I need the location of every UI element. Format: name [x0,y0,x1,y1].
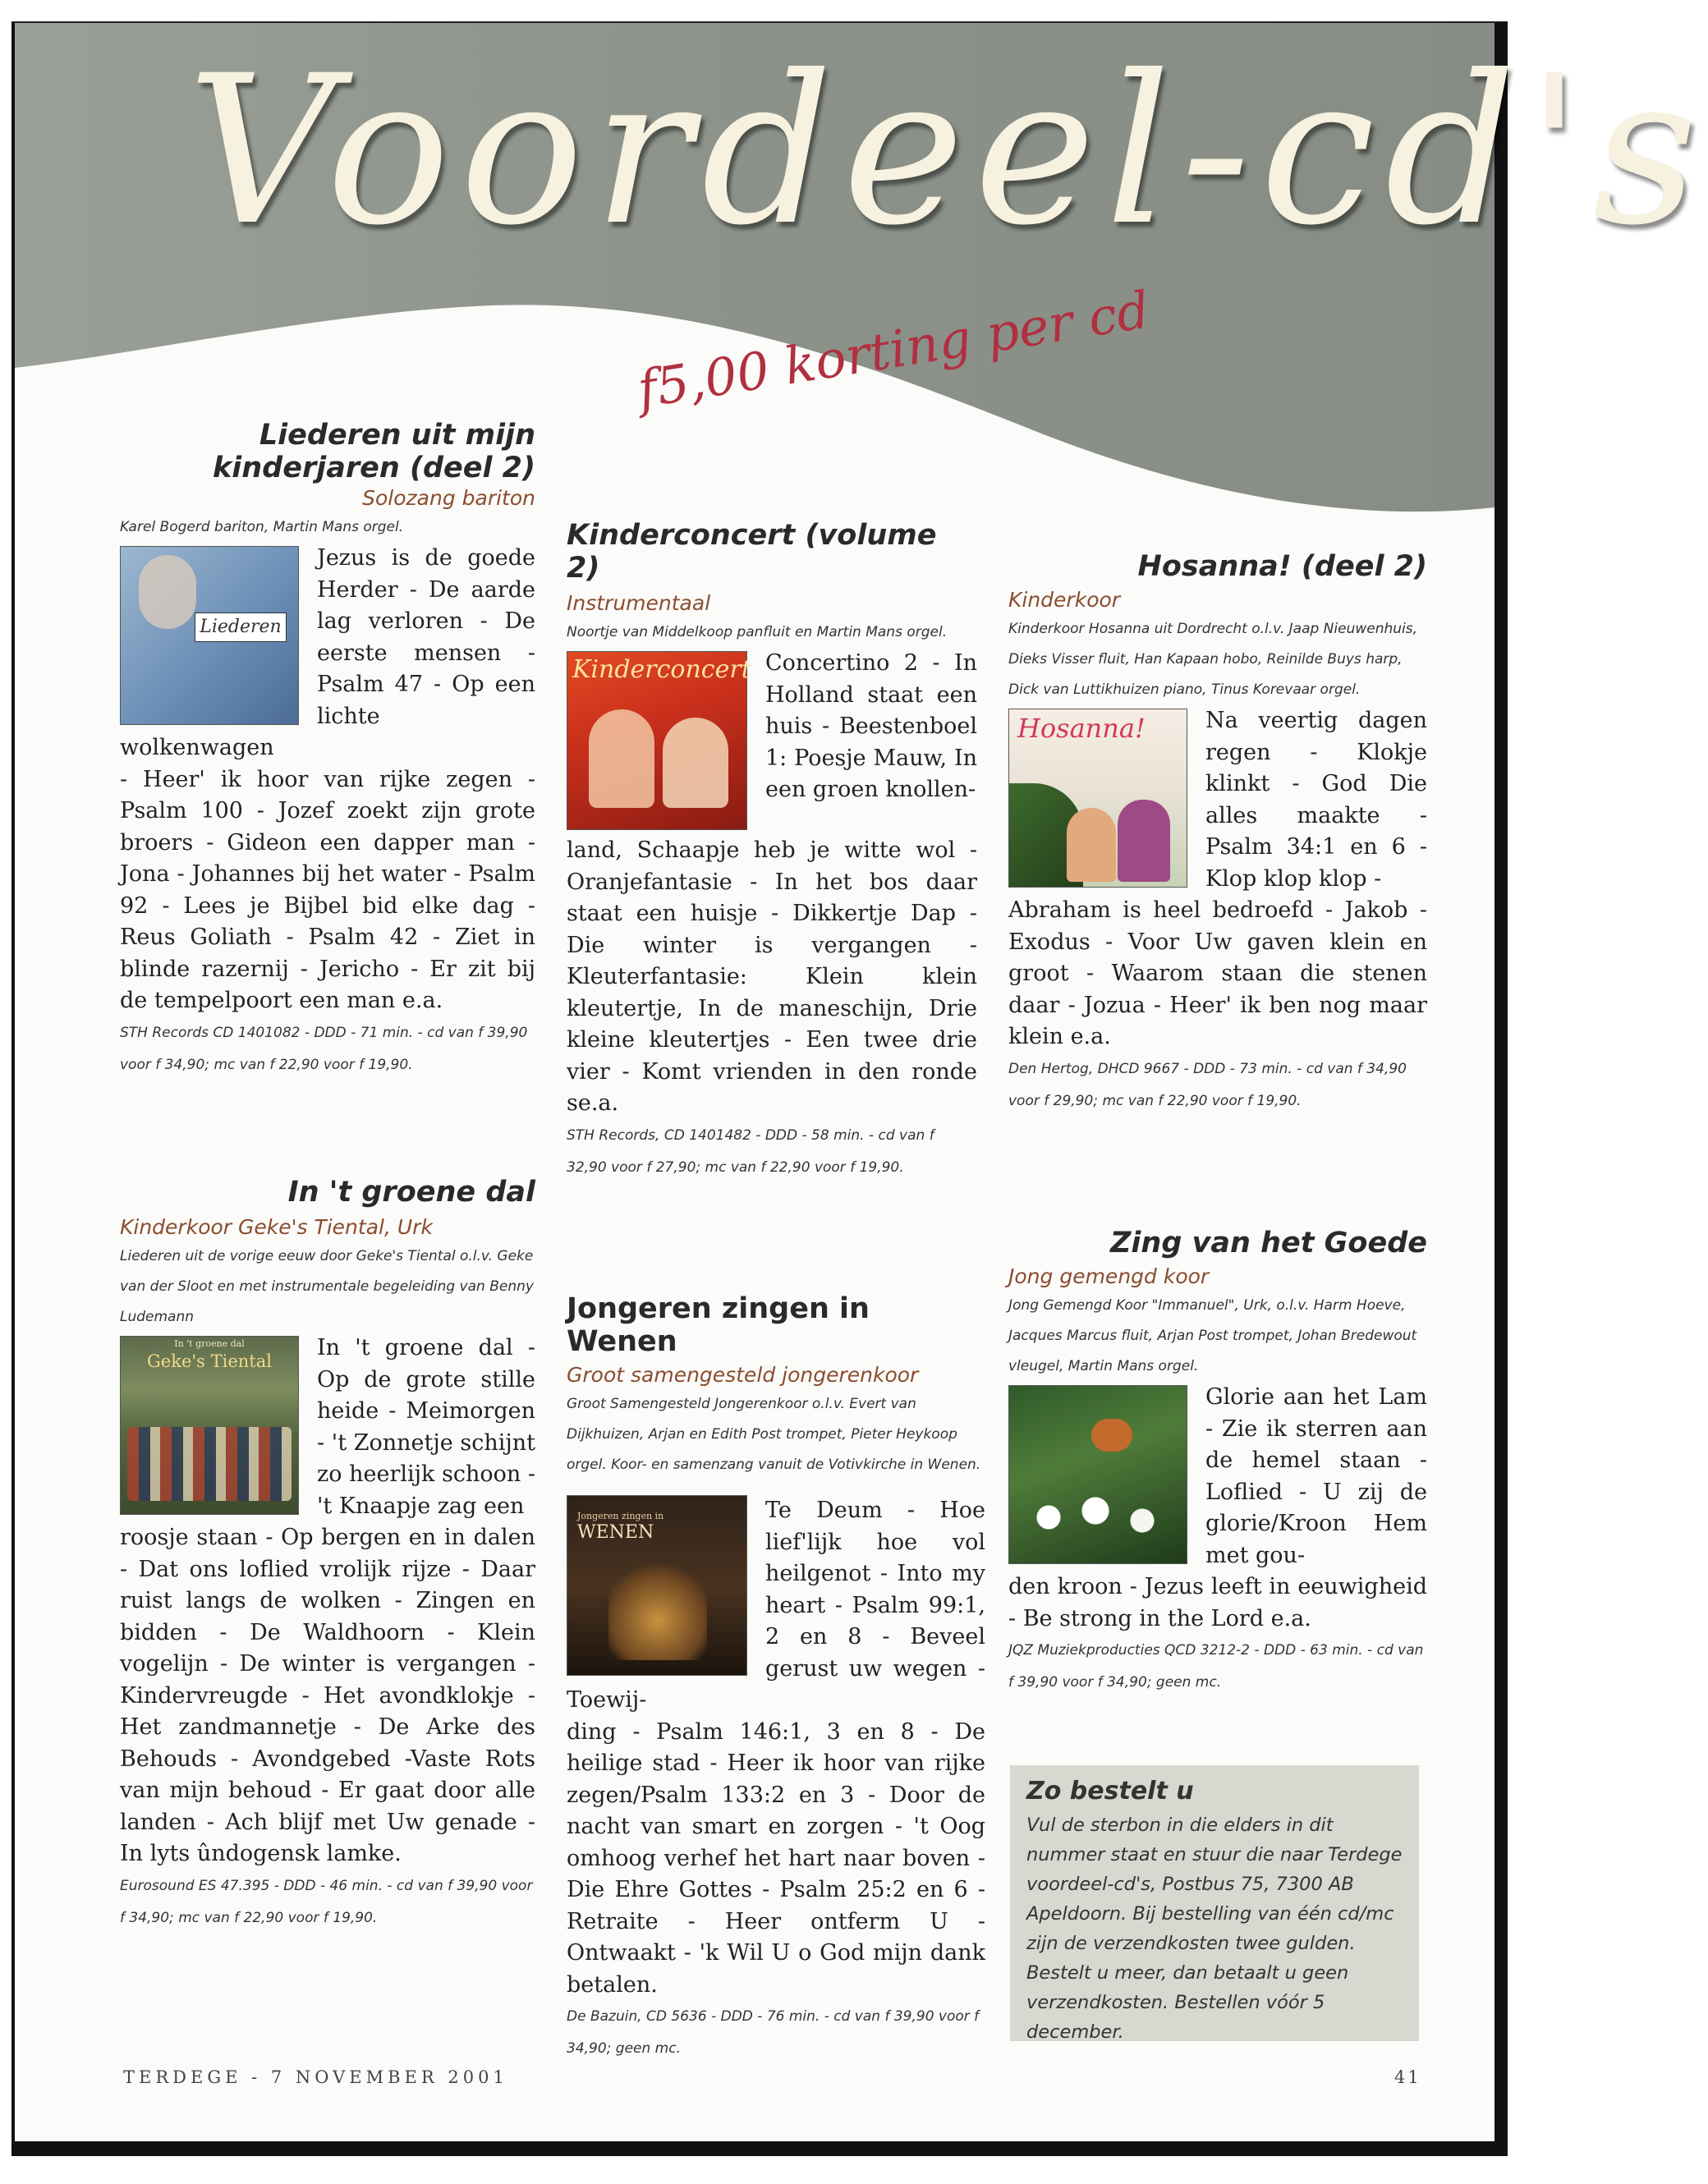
article-title: Hosanna! (deel 2) [1137,550,1427,583]
article-liederen [120,419,535,1081]
cover-top-text: Jongeren zingen in [577,1511,664,1521]
tracklist: Abraham is heel bedroefd - Jakob - Exodus - Voor Uw gaven klein en groot - Waarom staan die stenen daar - Jozua - Heer' ik ben nog maar klein e.a. [1008,897,1427,1049]
article-credits: Liederen uit de vorige eeuw door Geke's Tiental o.l.v. Geke van der Sloot en met instrumentale begeleiding van Benny Ludemann [120,1248,534,1325]
cover-bird [1091,1419,1132,1452]
footer-publication: TERDEGE - 7 NOVEMBER 2001 [123,2067,508,2087]
article-subtitle: Solozang bariton [362,486,535,510]
article-title-line1: Liederen uit mijn [259,419,535,452]
article-title: In 't groene dal [287,1176,535,1209]
article-kinderconcert [567,519,977,1184]
cover-flowers [1017,1484,1173,1550]
tracklist-wrap: Na veertig dagen regen - Klokje klinkt - God Die alles maakte - Psalm 34:1 en 6 - Klop klop klop - [1205,708,1427,892]
article-title: Zing van het Goede [1110,1227,1427,1259]
cover-title: Kinderconcert [572,655,751,684]
tracklist-wrap: Jezus is de goede Herder - De aarde lag verloren - De eerste mensen - Psalm 47 - Op een lichte wolkenwagen [120,545,535,760]
release-details: JQZ Muziekproducties QCD 3212-2 - DDD - 63 min. - cd van f 39,90 voor f 34,90; geen mc. [1008,1642,1424,1691]
release-details: Den Hertog, DHCD 9667 - DDD - 73 min. - cd van f 34,90 voor f 29,90; mc van f 22,90 voor f 19,90. [1008,1060,1407,1109]
article-goede [1008,1227,1427,1699]
article-title-line2: kinderjaren (deel 2) [212,452,535,484]
album-cover-liederen [120,546,299,725]
article-subtitle: Jong gemengd koor [1008,1264,1210,1288]
album-cover-groene-dal [120,1336,299,1515]
tracklist-wrap: Glorie aan het Lam - Zie ik sterren aan de hemel staan - Loflied - U zij de glorie/Kroon Hem met gou- [1205,1384,1427,1568]
article-subtitle: Groot samengesteld jongerenkoor [567,1363,919,1387]
cover-title: Liederen [195,613,287,642]
order-info-box [1010,1765,1419,2041]
tracklist: roosje staan - Op bergen en in dalen - Dat ons loflied vrolijk rijze - Daar ruist langs de wolken - Zingen en bidden - De Waldhoorn - Klein vogelijn - De winter is vergangen - Kindervreugde - Het avondklokje - Het zandmannetje - De Arke des Behouds - Avondgebed -Vaste Rots van mijn behoud - Er gaat door alle landen - Ach blijf met Uw genade - In lyts ûndogensk lamke. [120,1525,535,1866]
cover-child-left [1067,808,1116,882]
release-details: Eurosound ES 47.395 - DDD - 46 min. - cd van f 39,90 voor f 34,90; mc van f 22,90 voor f 19,90. [120,1877,533,1926]
cover-performer-left [589,709,654,808]
tracklist-wrap: Te Deum - Hoe lief'lijk hoe vol heilgenot - Into my heart - Psalm 99:1, 2 en 8 - Beveel gerust uw wegen - Toewij- [567,1498,985,1713]
page-title: Voordeel-cd's [187,31,1708,270]
article-subtitle: Kinderkoor Geke's Tiental, Urk [120,1215,433,1239]
tracklist-wrap: Concertino 2 - In Holland staat een huis - Beestenboel 1: Poesje Mauw, In een groen knollen- [765,650,977,802]
order-box-title: Zo bestelt u [1026,1777,1194,1805]
album-cover-goede [1008,1385,1187,1564]
tracklist: den kroon - Jezus leeft in eeuwigheid - Be strong in the Lord e.a. [1008,1574,1427,1631]
article-subtitle: Instrumentaal [567,591,711,615]
article-credits: Karel Bogerd bariton, Martin Mans orgel. [120,519,404,535]
release-details: STH Records CD 1401082 - DDD - 71 min. - cd van f 39,90 voor f 34,90; mc van f 22,90 voor f 19,90. [120,1024,528,1073]
article-credits: Noortje van Middelkoop panfluit en Martin Mans orgel. [567,624,948,640]
album-cover-wenen [567,1495,747,1676]
cover-figure [139,555,196,629]
cover-performer-right [663,718,728,808]
tracklist: - Heer' ik hoor van rijke zegen - Psalm 100 - Jozef zoekt zijn grote broers - Gideon een dapper man - Jona - Johannes bij het water - Psalm 92 - Lees je Bijbel bid elke dag - Reus Goliath - Psalm 42 - Ziet in blinde razernij - Jericho - Er zit bij de tempelpoort een man e.a. [120,766,535,1013]
article-credits: Kinderkoor Hosanna uit Dordrecht o.l.v. Jaap Nieuwenhuis, Dieks Visser fluit, Han Kapaan hobo, Reinilde Buys harp, Dick van Luttikhuizen piano, Tinus Korevaar orgel. [1008,621,1418,698]
tracklist-wrap: In 't groene dal - Op de grote stille heide - Meimorgen - 't Zonnetje schijnt zo heerlijk schoon - 't Knaapje zag een [317,1335,535,1519]
article-title: Kinderconcert (volume 2) [567,519,937,585]
cover-title: WENEN [577,1522,654,1543]
cover-church-image [608,1562,707,1660]
release-details: STH Records, CD 1401482 - DDD - 58 min. - cd van f 32,90 voor f 27,90; mc van f 22,90 voor f 19,90. [567,1126,934,1176]
article-hosanna [1008,550,1427,1117]
order-box-text: Vul de sterbon in die elders in dit nummer staat en stuur die naar Terdege voordeel-cd's, Postbus 75, 7300 AB Apeldoorn. Bij bestelling van één cd/mc zijn de verzendkosten twee gulden. Bestelt u meer, dan betaalt u geen verzendkosten. Bestellen vóór 5 december. [1026,1815,1403,2043]
release-details: De Bazuin, CD 5636 - DDD - 76 min. - cd van f 39,90 voor f 34,90; geen mc. [567,2008,980,2057]
cover-top-text: In 't groene dal [174,1338,245,1349]
cover-child-right [1118,800,1170,882]
article-title: Jongeren zingen in Wenen [567,1292,870,1358]
cover-title: Hosanna! [1017,713,1146,744]
tracklist: land, Schaapje heb je witte wol - Oranjefantasie - In het bos daar staat een huisje - Dikkertje Dap - Die winter is vergangen - Kleuterfantasie: Klein klein kleutertje, In de maneschijn, Drie kleine kleutertjes - Een twee drie vier - Komt vrienden in den ronde se.a. [567,837,977,1116]
discount-banner: f5,00 korting per cd [633,279,1154,420]
magazine-page [11,21,1708,2156]
article-wenen [567,1292,985,2065]
article-credits: Groot Samengesteld Jongerenkoor o.l.v. Evert van Dijkhuizen, Arjan en Edith Post trompet, Pieter Heykoop orgel. Koor- en samenzang vanuit de Votivkirche in Wenen. [567,1396,981,1473]
tracklist: ding - Psalm 146:1, 3 en 8 - De heilige stad - Heer ik hoor van rijke zegen/Psalm 133:2 en 3 - Door de nacht van smart en zorgen - 't Oog omhoog verhef het hart naar boven - Die Ehre Gottes - Psalm 25:2 en 6 - Retraite - Heer ontferm U - Ontwaakt - 'k Wil U o God mijn dank betalen. [567,1718,985,1998]
cover-group-photo [127,1427,292,1501]
album-cover-hosanna [1008,709,1187,888]
article-credits: Jong Gemengd Koor "Immanuel", Urk, o.l.v. Harm Hoeve, Jacques Marcus fluit, Arjan Post trompet, Johan Bredewout vleugel, Martin Mans orgel. [1008,1297,1417,1374]
album-cover-kinderconcert [567,651,751,830]
article-subtitle: Kinderkoor [1008,588,1121,612]
cover-title: Geke's Tiental [147,1351,272,1371]
article-groene-dal [120,1176,535,1934]
page-number: 41 [1394,2067,1421,2087]
